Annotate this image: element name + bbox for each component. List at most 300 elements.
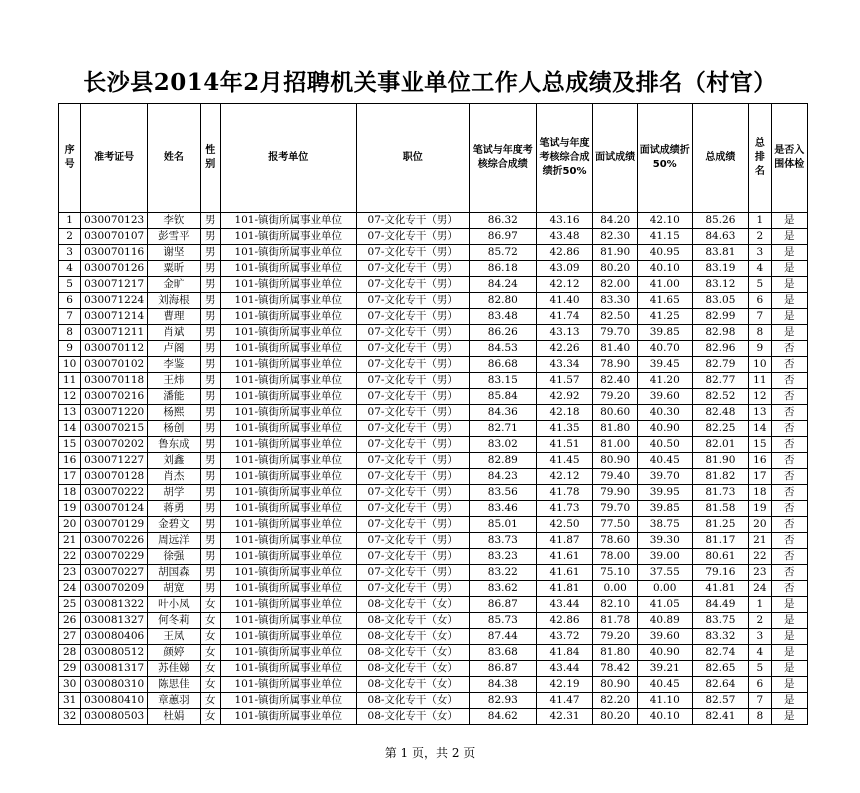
exam-id-cell: 030080512	[81, 645, 148, 661]
table-row	[59, 565, 808, 581]
written-50-cell: 42.92	[536, 389, 593, 405]
total-cell: 82.79	[692, 357, 749, 373]
written-50-cell: 42.18	[536, 405, 593, 421]
interview-50-cell: 40.50	[637, 437, 692, 453]
written-score-cell: 84.24	[469, 277, 536, 293]
unit-cell: 101-镇街所属事业单位	[220, 677, 356, 693]
total-cell: 81.25	[692, 517, 749, 533]
name-cell: 叶小凤	[148, 597, 201, 613]
written-50-cell: 43.34	[536, 357, 593, 373]
position-cell: 07-文化专干（男）	[356, 453, 469, 469]
table-row	[59, 421, 808, 437]
gender-cell: 男	[200, 277, 220, 293]
position-cell: 07-文化专干（男）	[356, 277, 469, 293]
total-cell: 83.81	[692, 245, 749, 261]
total-cell: 83.32	[692, 629, 749, 645]
written-score-cell: 86.97	[469, 229, 536, 245]
unit-cell: 101-镇街所属事业单位	[220, 709, 356, 725]
interview-score-cell: 80.90	[593, 453, 638, 469]
written-50-cell: 41.47	[536, 693, 593, 709]
position-cell: 07-文化专干（男）	[356, 437, 469, 453]
unit-cell: 101-镇街所属事业单位	[220, 517, 356, 533]
col-header-exam-id: 准考证号	[81, 104, 148, 213]
unit-cell: 101-镇街所属事业单位	[220, 213, 356, 229]
exam-id-cell: 030070126	[81, 261, 148, 277]
unit-cell: 101-镇街所属事业单位	[220, 661, 356, 677]
exam-id-cell: 030070229	[81, 549, 148, 565]
rank-cell: 9	[749, 341, 771, 357]
gender-cell: 男	[200, 357, 220, 373]
medical-cell: 否	[771, 549, 808, 565]
unit-cell: 101-镇街所属事业单位	[220, 533, 356, 549]
page-footer: 第 1 页，共 2 页	[384, 746, 476, 760]
medical-cell: 是	[771, 629, 808, 645]
seq-cell: 8	[59, 325, 81, 341]
seq-cell: 5	[59, 277, 81, 293]
seq-cell: 11	[59, 373, 81, 389]
total-cell: 82.41	[692, 709, 749, 725]
exam-id-cell: 030070222	[81, 485, 148, 501]
medical-cell: 否	[771, 501, 808, 517]
total-cell: 82.25	[692, 421, 749, 437]
interview-score-cell: 82.40	[593, 373, 638, 389]
interview-score-cell: 80.60	[593, 405, 638, 421]
exam-id-cell: 030071217	[81, 277, 148, 293]
written-50-cell: 42.12	[536, 469, 593, 485]
name-cell: 谢坚	[148, 245, 201, 261]
written-score-cell: 83.48	[469, 309, 536, 325]
seq-cell: 17	[59, 469, 81, 485]
gender-cell: 女	[200, 629, 220, 645]
interview-50-cell: 40.90	[637, 421, 692, 437]
name-cell: 何冬莉	[148, 613, 201, 629]
medical-cell: 是	[771, 293, 808, 309]
written-50-cell: 41.81	[536, 581, 593, 597]
exam-id-cell: 030070128	[81, 469, 148, 485]
medical-cell: 否	[771, 437, 808, 453]
total-cell: 82.52	[692, 389, 749, 405]
interview-50-cell: 40.90	[637, 645, 692, 661]
interview-score-cell: 78.90	[593, 357, 638, 373]
exam-id-cell: 030071227	[81, 453, 148, 469]
unit-cell: 101-镇街所属事业单位	[220, 325, 356, 341]
total-cell: 85.26	[692, 213, 749, 229]
rank-cell: 7	[749, 309, 771, 325]
seq-cell: 12	[59, 389, 81, 405]
written-score-cell: 82.89	[469, 453, 536, 469]
table-row	[59, 277, 808, 293]
written-score-cell: 85.01	[469, 517, 536, 533]
rank-cell: 20	[749, 517, 771, 533]
medical-cell: 是	[771, 245, 808, 261]
table-row	[59, 581, 808, 597]
total-cell: 82.74	[692, 645, 749, 661]
medical-cell: 是	[771, 229, 808, 245]
exam-id-cell: 030070202	[81, 437, 148, 453]
total-cell: 83.05	[692, 293, 749, 309]
rank-cell: 8	[749, 709, 771, 725]
gender-cell: 女	[200, 661, 220, 677]
gender-cell: 男	[200, 261, 220, 277]
written-50-cell: 41.35	[536, 421, 593, 437]
name-cell: 杨创	[148, 421, 201, 437]
exam-id-cell: 030070227	[81, 565, 148, 581]
rank-cell: 7	[749, 693, 771, 709]
written-50-cell: 42.50	[536, 517, 593, 533]
table-row	[59, 549, 808, 565]
medical-cell: 是	[771, 661, 808, 677]
table-row	[59, 389, 808, 405]
table-row	[59, 693, 808, 709]
table-row	[59, 261, 808, 277]
seq-cell: 28	[59, 645, 81, 661]
interview-50-cell: 41.25	[637, 309, 692, 325]
unit-cell: 101-镇街所属事业单位	[220, 629, 356, 645]
exam-id-cell: 030070118	[81, 373, 148, 389]
medical-cell: 是	[771, 309, 808, 325]
table-row	[59, 341, 808, 357]
position-cell: 08-文化专干（女）	[356, 645, 469, 661]
unit-cell: 101-镇街所属事业单位	[220, 549, 356, 565]
total-cell: 82.96	[692, 341, 749, 357]
interview-score-cell: 81.78	[593, 613, 638, 629]
interview-50-cell: 39.60	[637, 629, 692, 645]
written-50-cell: 41.87	[536, 533, 593, 549]
position-cell: 07-文化专干（男）	[356, 533, 469, 549]
written-score-cell: 83.73	[469, 533, 536, 549]
seq-cell: 32	[59, 709, 81, 725]
rank-cell: 6	[749, 293, 771, 309]
written-50-cell: 41.51	[536, 437, 593, 453]
total-cell: 84.49	[692, 597, 749, 613]
interview-50-cell: 39.70	[637, 469, 692, 485]
exam-id-cell: 030081322	[81, 597, 148, 613]
total-cell: 79.16	[692, 565, 749, 581]
col-header-interview-score: 面试成绩	[593, 104, 638, 213]
interview-50-cell: 40.45	[637, 453, 692, 469]
table-row	[59, 709, 808, 725]
table-row	[59, 293, 808, 309]
unit-cell: 101-镇街所属事业单位	[220, 645, 356, 661]
seq-cell: 4	[59, 261, 81, 277]
unit-cell: 101-镇街所属事业单位	[220, 613, 356, 629]
name-cell: 刘海根	[148, 293, 201, 309]
written-50-cell: 42.86	[536, 613, 593, 629]
written-score-cell: 83.23	[469, 549, 536, 565]
exam-id-cell: 030070226	[81, 533, 148, 549]
gender-cell: 男	[200, 517, 220, 533]
gender-cell: 男	[200, 565, 220, 581]
total-cell: 84.63	[692, 229, 749, 245]
seq-cell: 9	[59, 341, 81, 357]
exam-id-cell: 030070124	[81, 501, 148, 517]
position-cell: 07-文化专干（男）	[356, 469, 469, 485]
name-cell: 粟昕	[148, 261, 201, 277]
medical-cell: 否	[771, 581, 808, 597]
seq-cell: 19	[59, 501, 81, 517]
medical-cell: 是	[771, 261, 808, 277]
interview-score-cell: 82.30	[593, 229, 638, 245]
exam-id-cell: 030071211	[81, 325, 148, 341]
written-50-cell: 41.73	[536, 501, 593, 517]
col-header-medical: 是否入围体检	[771, 104, 808, 213]
interview-50-cell: 39.00	[637, 549, 692, 565]
unit-cell: 101-镇街所属事业单位	[220, 565, 356, 581]
written-score-cell: 83.15	[469, 373, 536, 389]
exam-id-cell: 030070129	[81, 517, 148, 533]
interview-score-cell: 79.70	[593, 325, 638, 341]
seq-cell: 16	[59, 453, 81, 469]
written-score-cell: 85.72	[469, 245, 536, 261]
gender-cell: 男	[200, 533, 220, 549]
written-50-cell: 43.48	[536, 229, 593, 245]
rank-cell: 1	[749, 597, 771, 613]
table-row	[59, 645, 808, 661]
rank-cell: 18	[749, 485, 771, 501]
medical-cell: 否	[771, 517, 808, 533]
seq-cell: 18	[59, 485, 81, 501]
interview-50-cell: 41.00	[637, 277, 692, 293]
medical-cell: 否	[771, 405, 808, 421]
position-cell: 07-文化专干（男）	[356, 549, 469, 565]
medical-cell: 否	[771, 389, 808, 405]
position-cell: 08-文化专干（女）	[356, 597, 469, 613]
total-cell: 82.48	[692, 405, 749, 421]
name-cell: 王凤	[148, 629, 201, 645]
position-cell: 07-文化专干（男）	[356, 405, 469, 421]
name-cell: 颜婷	[148, 645, 201, 661]
gender-cell: 男	[200, 245, 220, 261]
total-cell: 82.99	[692, 309, 749, 325]
col-header-position: 职位	[356, 104, 469, 213]
written-50-cell: 42.31	[536, 709, 593, 725]
seq-cell: 7	[59, 309, 81, 325]
interview-score-cell: 79.70	[593, 501, 638, 517]
table-row	[59, 597, 808, 613]
interview-score-cell: 78.00	[593, 549, 638, 565]
seq-cell: 24	[59, 581, 81, 597]
header-row	[59, 104, 808, 213]
rank-cell: 12	[749, 389, 771, 405]
interview-50-cell: 41.15	[637, 229, 692, 245]
unit-cell: 101-镇街所属事业单位	[220, 309, 356, 325]
gender-cell: 女	[200, 709, 220, 725]
rank-cell: 5	[749, 661, 771, 677]
rank-cell: 10	[749, 357, 771, 373]
medical-cell: 是	[771, 693, 808, 709]
rank-cell: 19	[749, 501, 771, 517]
position-cell: 07-文化专干（男）	[356, 485, 469, 501]
interview-score-cell: 82.10	[593, 597, 638, 613]
unit-cell: 101-镇街所属事业单位	[220, 597, 356, 613]
exam-id-cell: 030070216	[81, 389, 148, 405]
written-score-cell: 83.56	[469, 485, 536, 501]
interview-50-cell: 39.45	[637, 357, 692, 373]
col-header-written-50: 笔试与年度考核综合成绩折50%	[536, 104, 593, 213]
written-score-cell: 86.87	[469, 661, 536, 677]
interview-score-cell: 82.00	[593, 277, 638, 293]
exam-id-cell: 030070215	[81, 421, 148, 437]
exam-id-cell: 030070112	[81, 341, 148, 357]
unit-cell: 101-镇街所属事业单位	[220, 389, 356, 405]
interview-50-cell: 41.10	[637, 693, 692, 709]
written-score-cell: 86.26	[469, 325, 536, 341]
unit-cell: 101-镇街所属事业单位	[220, 437, 356, 453]
unit-cell: 101-镇街所属事业单位	[220, 485, 356, 501]
seq-cell: 1	[59, 213, 81, 229]
position-cell: 07-文化专干（男）	[356, 581, 469, 597]
rank-cell: 3	[749, 245, 771, 261]
interview-50-cell: 41.05	[637, 597, 692, 613]
unit-cell: 101-镇街所属事业单位	[220, 229, 356, 245]
interview-50-cell: 39.95	[637, 485, 692, 501]
table-row	[59, 229, 808, 245]
name-cell: 李鉴	[148, 357, 201, 373]
interview-score-cell: 80.20	[593, 261, 638, 277]
gender-cell: 男	[200, 293, 220, 309]
medical-cell: 否	[771, 341, 808, 357]
position-cell: 08-文化专干（女）	[356, 693, 469, 709]
interview-score-cell: 82.50	[593, 309, 638, 325]
interview-50-cell: 39.30	[637, 533, 692, 549]
seq-cell: 31	[59, 693, 81, 709]
unit-cell: 101-镇街所属事业单位	[220, 693, 356, 709]
position-cell: 07-文化专干（男）	[356, 261, 469, 277]
seq-cell: 13	[59, 405, 81, 421]
interview-score-cell: 81.40	[593, 341, 638, 357]
written-50-cell: 41.61	[536, 549, 593, 565]
written-50-cell: 43.44	[536, 597, 593, 613]
written-score-cell: 83.68	[469, 645, 536, 661]
exam-id-cell: 030080503	[81, 709, 148, 725]
name-cell: 曹理	[148, 309, 201, 325]
name-cell: 卢阁	[148, 341, 201, 357]
interview-score-cell: 79.90	[593, 485, 638, 501]
written-50-cell: 42.26	[536, 341, 593, 357]
gender-cell: 男	[200, 373, 220, 389]
results-table	[58, 103, 808, 725]
seq-cell: 10	[59, 357, 81, 373]
gender-cell: 男	[200, 437, 220, 453]
exam-id-cell: 030081327	[81, 613, 148, 629]
written-score-cell: 86.18	[469, 261, 536, 277]
col-header-unit: 报考单位	[220, 104, 356, 213]
name-cell: 周远洋	[148, 533, 201, 549]
gender-cell: 男	[200, 309, 220, 325]
interview-score-cell: 80.90	[593, 677, 638, 693]
medical-cell: 是	[771, 709, 808, 725]
name-cell: 肖杰	[148, 469, 201, 485]
written-50-cell: 41.74	[536, 309, 593, 325]
seq-cell: 22	[59, 549, 81, 565]
rank-cell: 2	[749, 613, 771, 629]
col-header-written-score: 笔试与年度考核综合成绩	[469, 104, 536, 213]
unit-cell: 101-镇街所属事业单位	[220, 293, 356, 309]
table-row	[59, 517, 808, 533]
position-cell: 07-文化专干（男）	[356, 245, 469, 261]
medical-cell: 是	[771, 277, 808, 293]
name-cell: 金旷	[148, 277, 201, 293]
written-50-cell: 43.13	[536, 325, 593, 341]
written-50-cell: 43.09	[536, 261, 593, 277]
unit-cell: 101-镇街所属事业单位	[220, 277, 356, 293]
name-cell: 胡学	[148, 485, 201, 501]
unit-cell: 101-镇街所属事业单位	[220, 581, 356, 597]
written-score-cell: 86.32	[469, 213, 536, 229]
gender-cell: 男	[200, 421, 220, 437]
exam-id-cell: 030080410	[81, 693, 148, 709]
interview-50-cell: 40.10	[637, 261, 692, 277]
name-cell: 杨熙	[148, 405, 201, 421]
rank-cell: 1	[749, 213, 771, 229]
interview-score-cell: 0.00	[593, 581, 638, 597]
rank-cell: 4	[749, 645, 771, 661]
total-cell: 83.12	[692, 277, 749, 293]
name-cell: 苏佳娣	[148, 661, 201, 677]
written-50-cell: 43.44	[536, 661, 593, 677]
rank-cell: 22	[749, 549, 771, 565]
gender-cell: 男	[200, 581, 220, 597]
interview-50-cell: 40.45	[637, 677, 692, 693]
interview-50-cell: 40.89	[637, 613, 692, 629]
name-cell: 王炜	[148, 373, 201, 389]
name-cell: 鲁东成	[148, 437, 201, 453]
name-cell: 肖斌	[148, 325, 201, 341]
gender-cell: 男	[200, 501, 220, 517]
interview-50-cell: 42.10	[637, 213, 692, 229]
medical-cell: 否	[771, 485, 808, 501]
interview-50-cell: 41.20	[637, 373, 692, 389]
interview-50-cell: 38.75	[637, 517, 692, 533]
table-row	[59, 661, 808, 677]
total-cell: 83.19	[692, 261, 749, 277]
name-cell: 章蕙羽	[148, 693, 201, 709]
written-50-cell: 41.78	[536, 485, 593, 501]
col-header-seq: 序号	[59, 104, 81, 213]
medical-cell: 否	[771, 373, 808, 389]
medical-cell: 否	[771, 565, 808, 581]
position-cell: 08-文化专干（女）	[356, 613, 469, 629]
table-row	[59, 501, 808, 517]
medical-cell: 否	[771, 357, 808, 373]
interview-50-cell: 40.30	[637, 405, 692, 421]
written-50-cell: 42.86	[536, 245, 593, 261]
gender-cell: 男	[200, 389, 220, 405]
interview-score-cell: 81.90	[593, 245, 638, 261]
written-50-cell: 42.12	[536, 277, 593, 293]
name-cell: 金碧文	[148, 517, 201, 533]
name-cell: 刘鑫	[148, 453, 201, 469]
table-row	[59, 677, 808, 693]
written-score-cell: 84.53	[469, 341, 536, 357]
position-cell: 07-文化专干（男）	[356, 357, 469, 373]
name-cell: 潘能	[148, 389, 201, 405]
name-cell: 李钦	[148, 213, 201, 229]
position-cell: 07-文化专干（男）	[356, 389, 469, 405]
unit-cell: 101-镇街所属事业单位	[220, 373, 356, 389]
gender-cell: 女	[200, 613, 220, 629]
exam-id-cell: 030070107	[81, 229, 148, 245]
total-cell: 82.57	[692, 693, 749, 709]
interview-50-cell: 39.60	[637, 389, 692, 405]
total-cell: 80.61	[692, 549, 749, 565]
exam-id-cell: 030070123	[81, 213, 148, 229]
written-50-cell: 43.72	[536, 629, 593, 645]
written-score-cell: 85.84	[469, 389, 536, 405]
total-cell: 81.90	[692, 453, 749, 469]
interview-50-cell: 40.10	[637, 709, 692, 725]
written-50-cell: 43.16	[536, 213, 593, 229]
